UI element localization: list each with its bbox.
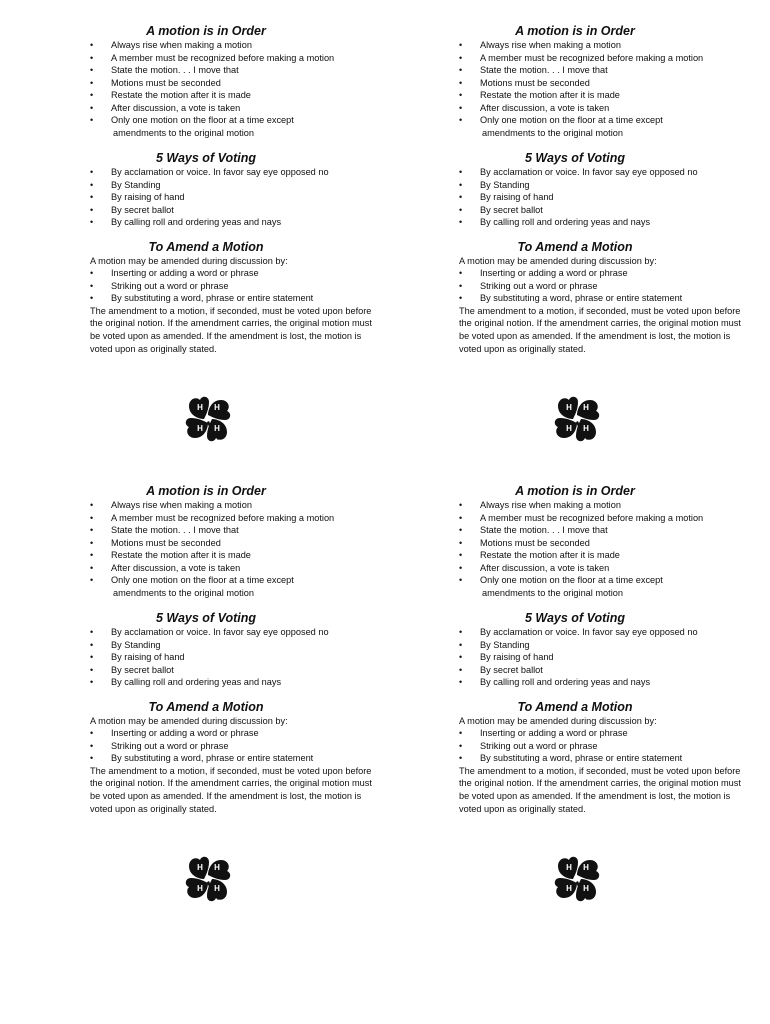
motion-card-4	[459, 484, 759, 934]
voting-title: 5 Ways of Voting	[155, 611, 256, 625]
list-item-text: Only one motion on the floor at a time except	[480, 115, 663, 125]
list-item: • Motions must be seconded	[459, 537, 759, 550]
list-item	[459, 114, 759, 139]
list-item: • By substituting a word, phrase or entire statement	[459, 752, 759, 765]
list-item: • A member must be recognized before making a motion	[459, 52, 759, 65]
four-h-clover-logo	[182, 392, 234, 448]
amend-section	[90, 240, 390, 356]
list-item: • By calling roll and ordering yeas and nays	[90, 216, 390, 229]
list-item: • By acclamation or voice. In favor say eye opposed no	[459, 166, 759, 179]
list-item	[459, 574, 759, 599]
list-item: • A member must be recognized before making a motion	[459, 512, 759, 525]
amend-list	[459, 727, 759, 765]
amend-list	[90, 267, 390, 305]
order-list	[90, 39, 390, 139]
list-item: • State the motion. . . I move that	[90, 64, 390, 77]
list-item: • By acclamation or voice. In favor say eye opposed no	[90, 166, 390, 179]
leaf-letter: H	[566, 424, 572, 433]
list-item: • By Standing	[90, 179, 390, 192]
list-item: • By acclamation or voice. In favor say eye opposed no	[459, 626, 759, 639]
motion-order-section	[459, 24, 759, 139]
list-item: • Inserting or adding a word or phrase	[90, 267, 390, 280]
leaf-letter: H	[583, 884, 589, 893]
amend-intro: A motion may be amended during discussion by:	[459, 255, 657, 266]
leaf-letter: H	[583, 424, 589, 433]
amend-list	[459, 267, 759, 305]
order-list	[90, 499, 390, 599]
leaf-letter: H	[197, 403, 203, 412]
motion-order-section	[459, 484, 759, 599]
list-item: • State the motion. . . I move that	[459, 64, 759, 77]
amend-body: The amendment to a motion, if seconded, must be voted upon before the original notion. If the amendment carries, the original motion must be voted upon as amended. If the amendment is lost, the motion is voted upon as originally stated.	[90, 765, 372, 814]
leaf-letter: H	[197, 884, 203, 893]
list-item: • By substituting a word, phrase or entire statement	[459, 292, 759, 305]
list-item: • By raising of hand	[459, 651, 759, 664]
list-item: • By secret ballot	[90, 204, 390, 217]
list-item: • A member must be recognized before making a motion	[90, 52, 390, 65]
motion-order-section	[90, 24, 390, 139]
voting-title: 5 Ways of Voting	[524, 611, 625, 625]
voting-list	[459, 166, 759, 229]
four-h-clover-logo	[182, 852, 234, 908]
voting-section	[90, 611, 390, 689]
list-item: • By substituting a word, phrase or entire statement	[90, 752, 390, 765]
voting-list	[90, 166, 390, 229]
list-item: • Restate the motion after it is made	[459, 549, 759, 562]
voting-section	[459, 151, 759, 229]
list-item: • Always rise when making a motion	[90, 499, 390, 512]
list-item: • Striking out a word or phrase	[90, 740, 390, 753]
order-title: A motion is in Order	[146, 484, 266, 498]
list-item-continuation: amendments to the original motion	[113, 587, 254, 598]
order-title: A motion is in Order	[515, 24, 635, 38]
amend-intro: A motion may be amended during discussion by:	[90, 255, 288, 266]
list-item-text: Only one motion on the floor at a time except	[111, 575, 294, 585]
list-item-text: Only one motion on the floor at a time except	[111, 115, 294, 125]
voting-list	[459, 626, 759, 689]
voting-section	[459, 611, 759, 689]
leaf-letter: H	[214, 863, 220, 872]
amend-body: The amendment to a motion, if seconded, must be voted upon before the original notion. If the amendment carries, the original motion must be voted upon as amended. If the amendment is lost, the motion is voted upon as originally stated.	[459, 305, 741, 354]
amend-list	[90, 727, 390, 765]
amend-intro: A motion may be amended during discussion by:	[90, 715, 288, 726]
list-item: • By calling roll and ordering yeas and nays	[459, 216, 759, 229]
order-title: A motion is in Order	[515, 484, 635, 498]
list-item: • After discussion, a vote is taken	[459, 562, 759, 575]
list-item: • Restate the motion after it is made	[459, 89, 759, 102]
list-item	[90, 114, 390, 139]
amend-title: To Amend a Motion	[148, 239, 264, 254]
four-h-clover-logo	[551, 852, 603, 908]
four-h-clover-logo	[551, 392, 603, 448]
order-list	[459, 39, 759, 139]
motion-order-section	[90, 484, 390, 599]
voting-section	[90, 151, 390, 229]
list-item: • Motions must be seconded	[90, 537, 390, 550]
list-item: • By Standing	[459, 179, 759, 192]
list-item: • Always rise when making a motion	[459, 39, 759, 52]
list-item: • Striking out a word or phrase	[459, 280, 759, 293]
amend-title: To Amend a Motion	[517, 699, 633, 714]
list-item: • Always rise when making a motion	[90, 39, 390, 52]
list-item: • By substituting a word, phrase or entire statement	[90, 292, 390, 305]
amend-body: The amendment to a motion, if seconded, must be voted upon before the original notion. If the amendment carries, the original motion must be voted upon as amended. If the amendment is lost, the motion is voted upon as originally stated.	[90, 305, 372, 354]
list-item: • After discussion, a vote is taken	[459, 102, 759, 115]
list-item	[90, 574, 390, 599]
leaf-letter: H	[583, 403, 589, 412]
list-item: • By raising of hand	[459, 191, 759, 204]
list-item: • Striking out a word or phrase	[459, 740, 759, 753]
list-item: • By secret ballot	[90, 664, 390, 677]
voting-title: 5 Ways of Voting	[155, 151, 256, 165]
list-item: • Striking out a word or phrase	[90, 280, 390, 293]
order-list	[459, 499, 759, 599]
list-item: • By Standing	[459, 639, 759, 652]
leaf-letter: H	[197, 424, 203, 433]
list-item: • Inserting or adding a word or phrase	[459, 727, 759, 740]
list-item: • By secret ballot	[459, 664, 759, 677]
amend-title: To Amend a Motion	[148, 699, 264, 714]
list-item-text: Only one motion on the floor at a time except	[480, 575, 663, 585]
amend-title: To Amend a Motion	[517, 239, 633, 254]
list-item: • Motions must be seconded	[459, 77, 759, 90]
leaf-letter: H	[214, 884, 220, 893]
leaf-letter: H	[566, 403, 572, 412]
leaf-letter: H	[214, 403, 220, 412]
list-item: • By raising of hand	[90, 651, 390, 664]
list-item-continuation: amendments to the original motion	[113, 127, 254, 138]
amend-section	[459, 240, 759, 356]
list-item: • By Standing	[90, 639, 390, 652]
motion-card-3	[90, 484, 390, 934]
amend-section	[459, 700, 759, 816]
motion-card-2	[459, 24, 759, 474]
motion-card-1	[90, 24, 390, 474]
list-item: • Motions must be seconded	[90, 77, 390, 90]
list-item: • Always rise when making a motion	[459, 499, 759, 512]
list-item: • Inserting or adding a word or phrase	[90, 727, 390, 740]
list-item: • By calling roll and ordering yeas and nays	[459, 676, 759, 689]
amend-section	[90, 700, 390, 816]
list-item-continuation: amendments to the original motion	[482, 587, 623, 598]
voting-title: 5 Ways of Voting	[524, 151, 625, 165]
amend-body: The amendment to a motion, if seconded, must be voted upon before the original notion. If the amendment carries, the original motion must be voted upon as amended. If the amendment is lost, the motion is voted upon as originally stated.	[459, 765, 741, 814]
list-item: • After discussion, a vote is taken	[90, 562, 390, 575]
list-item: • After discussion, a vote is taken	[90, 102, 390, 115]
amend-intro: A motion may be amended during discussion by:	[459, 715, 657, 726]
list-item: • A member must be recognized before making a motion	[90, 512, 390, 525]
list-item-continuation: amendments to the original motion	[482, 127, 623, 138]
list-item: • Restate the motion after it is made	[90, 549, 390, 562]
list-item: • By calling roll and ordering yeas and nays	[90, 676, 390, 689]
leaf-letter: H	[197, 863, 203, 872]
list-item: • By raising of hand	[90, 191, 390, 204]
list-item: • By acclamation or voice. In favor say eye opposed no	[90, 626, 390, 639]
order-title: A motion is in Order	[146, 24, 266, 38]
leaf-letter: H	[566, 863, 572, 872]
list-item: • State the motion. . . I move that	[90, 524, 390, 537]
leaf-letter: H	[583, 863, 589, 872]
list-item: • State the motion. . . I move that	[459, 524, 759, 537]
leaf-letter: H	[214, 424, 220, 433]
leaf-letter: H	[566, 884, 572, 893]
list-item: • Inserting or adding a word or phrase	[459, 267, 759, 280]
voting-list	[90, 626, 390, 689]
list-item: • By secret ballot	[459, 204, 759, 217]
list-item: • Restate the motion after it is made	[90, 89, 390, 102]
